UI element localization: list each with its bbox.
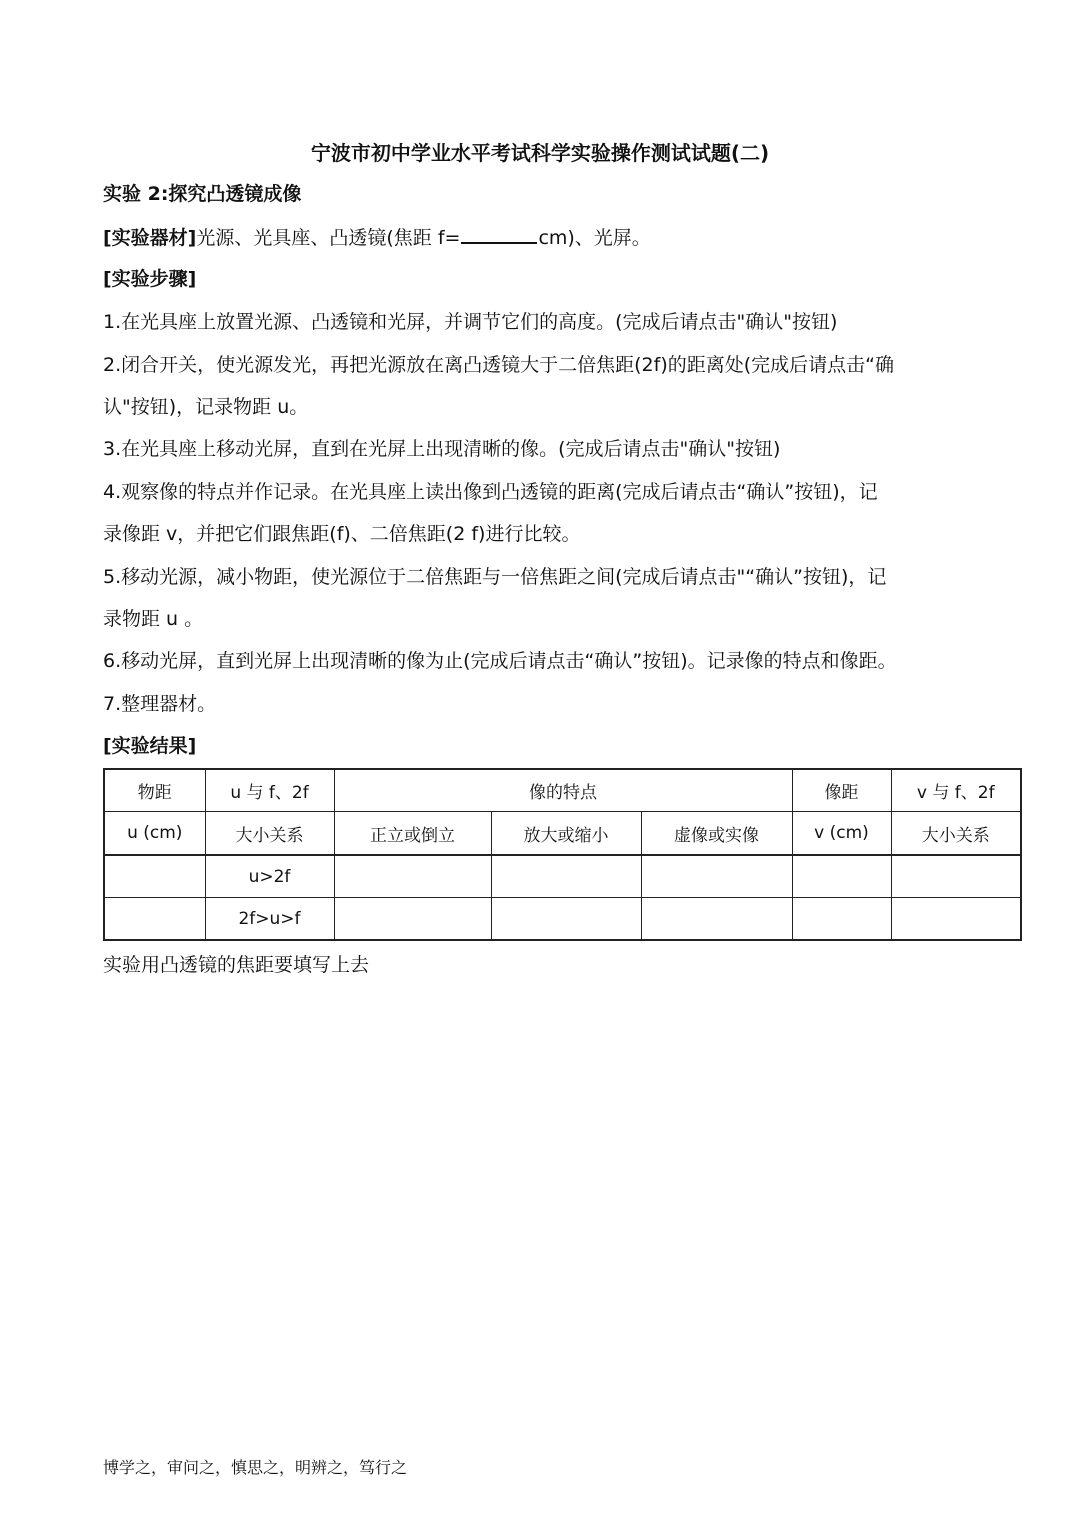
step-line: 2.闭合开关，使光源发光，再把光源放在离凸透镜大于二倍焦距(2f)的距离处(完成后请点击“确 bbox=[103, 354, 894, 376]
table-cell bbox=[491, 898, 641, 941]
table-header-row bbox=[104, 769, 1021, 812]
table-row bbox=[104, 855, 1021, 898]
header-cell: v (cm) bbox=[792, 812, 891, 856]
step-line: 7.整理器材。 bbox=[103, 693, 217, 715]
table-cell bbox=[104, 898, 205, 941]
table-cell bbox=[334, 898, 491, 941]
results-heading: [实验结果] bbox=[103, 735, 197, 757]
header-cell: 像距 bbox=[792, 769, 891, 812]
step-line: 录物距 u 。 bbox=[103, 608, 204, 630]
table-cell bbox=[792, 898, 891, 941]
materials-line bbox=[103, 222, 983, 253]
results-table bbox=[103, 768, 1022, 941]
header-cell: 虚像或实像 bbox=[641, 812, 792, 856]
header-cell: 大小关系 bbox=[891, 812, 1021, 856]
step-line: 4.观察像的特点并作记录。在光具座上读出像到凸透镜的距离(完成后请点击“确认”按钮)，记 bbox=[103, 481, 878, 503]
step-line: 3.在光具座上移动光屏，直到在光屏上出现清晰的像。(完成后请点击"确认"按钮) bbox=[103, 438, 781, 460]
table-cell bbox=[641, 898, 792, 941]
note-text: 实验用凸透镜的焦距要填写上去 bbox=[103, 954, 370, 976]
header-cell: 大小关系 bbox=[205, 812, 334, 856]
header-cell: u 与 f、2f bbox=[205, 769, 334, 812]
header-cell: u (cm) bbox=[104, 812, 205, 856]
steps-heading: [实验步骤] bbox=[103, 268, 197, 290]
header-cell: 放大或缩小 bbox=[491, 812, 641, 856]
header-cell: v 与 f、2f bbox=[891, 769, 1021, 812]
step-line: 5.移动光源，减小物距，使光源位于二倍焦距与一倍焦距之间(完成后请点击"“确认”按钮)，记 bbox=[103, 566, 887, 588]
table-cell bbox=[891, 898, 1021, 941]
header-cell: 像的特点 bbox=[334, 769, 792, 812]
materials-label: [实验器材] bbox=[103, 227, 197, 249]
focal-length-blank bbox=[461, 222, 537, 244]
step-line: 6.移动光屏，直到光屏上出现清晰的像为止(完成后请点击“确认”按钮)。记录像的特点和像距。 bbox=[103, 650, 897, 672]
table-cell: 2f>u>f bbox=[205, 898, 334, 941]
header-cell: 物距 bbox=[104, 769, 205, 812]
page-title: 宁波市初中学业水平考试科学实验操作测试试题(二) bbox=[310, 141, 770, 165]
footer-motto: 博学之，审问之，慎思之，明辨之，笃行之 bbox=[103, 1458, 408, 1477]
step-line: 认"按钮)，记录物距 u。 bbox=[103, 396, 309, 418]
header-cell: 正立或倒立 bbox=[334, 812, 491, 856]
table-header-row bbox=[104, 812, 1021, 856]
table-cell bbox=[792, 855, 891, 898]
step-line: 1.在光具座上放置光源、凸透镜和光屏，并调节它们的高度。(完成后请点击"确认"按钮) bbox=[103, 311, 838, 333]
table-cell bbox=[334, 855, 491, 898]
table-cell bbox=[491, 855, 641, 898]
table-cell bbox=[641, 855, 792, 898]
table-row bbox=[104, 898, 1021, 941]
experiment-heading: 实验 2:探究凸透镜成像 bbox=[103, 183, 302, 205]
materials-text-after: cm)、光屏。 bbox=[538, 227, 651, 249]
table-cell bbox=[891, 855, 1021, 898]
table-cell bbox=[104, 855, 205, 898]
table-cell: u>2f bbox=[205, 855, 334, 898]
step-line: 录像距 v，并把它们跟焦距(f)、二倍焦距(2 f)进行比较。 bbox=[103, 523, 581, 545]
materials-text-before: 光源、光具座、凸透镜(焦距 f= bbox=[196, 227, 461, 249]
